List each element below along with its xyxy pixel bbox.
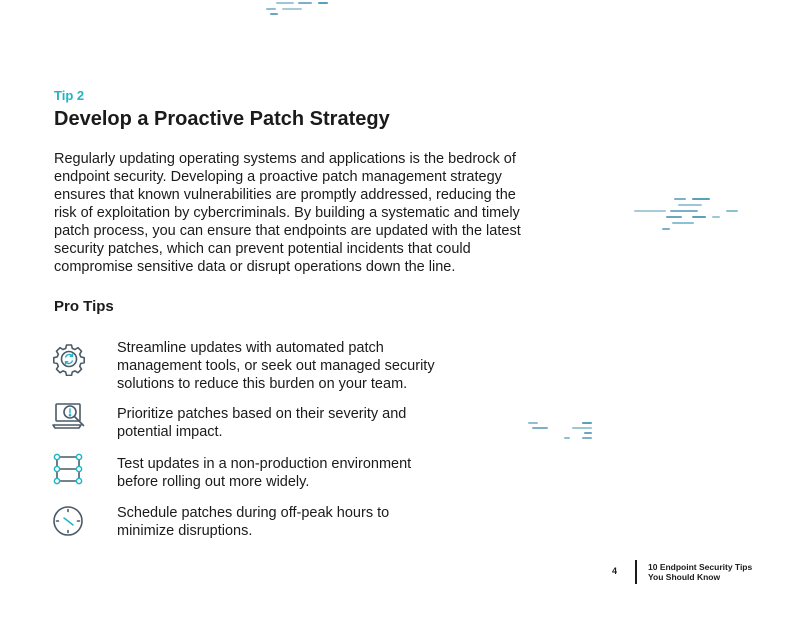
laptop-magnifier-icon [52, 402, 90, 436]
footer-document-title: 10 Endpoint Security Tips You Should Know [648, 562, 753, 582]
pro-tip-text: Prioritize patches based on their severity and potential impact. [117, 406, 407, 440]
pro-tip-text: Schedule patches during off-peak hours to minimize disruptions. [117, 505, 390, 539]
decorative-dashes-right [634, 196, 744, 232]
decorative-dashes-middle [526, 420, 596, 442]
pro-tip-text: Streamline updates with automated patch management tools, or seek out managed security solutions to reduce this burden on your team. [117, 340, 435, 392]
decorative-dashes-top [264, 0, 334, 16]
pro-tip-text: Test updates in a non-production environment before rolling out more widely. [117, 456, 412, 490]
clock-icon [52, 504, 86, 538]
footer-divider [635, 560, 637, 584]
network-nodes-icon [52, 452, 86, 486]
section-title: Develop a Proactive Patch Strategy [54, 108, 390, 130]
page-number: 4 [612, 566, 618, 576]
pro-tips-heading: Pro Tips [54, 298, 114, 315]
pro-tip-item [52, 504, 432, 544]
pro-tip-item [52, 452, 432, 492]
tip-number-label: Tip 2 [54, 88, 85, 103]
pro-tip-item [52, 340, 435, 398]
section-body: Regularly updating operating systems and applications is the bedrock of endpoint security. Developing a proactive patch management strategy ensures that known vulnerabilities are promptly addressed, reducing the risk of exploitation by cybercriminals. By building a systematic and timely patch process, you can ensure that endpoints are updated with the latest security patches, which can prevent potential incidents that could compromise sensitive data or disrupt operations down the line. [54, 151, 521, 275]
gear-sync-icon [52, 342, 86, 376]
pro-tip-item [52, 402, 432, 442]
